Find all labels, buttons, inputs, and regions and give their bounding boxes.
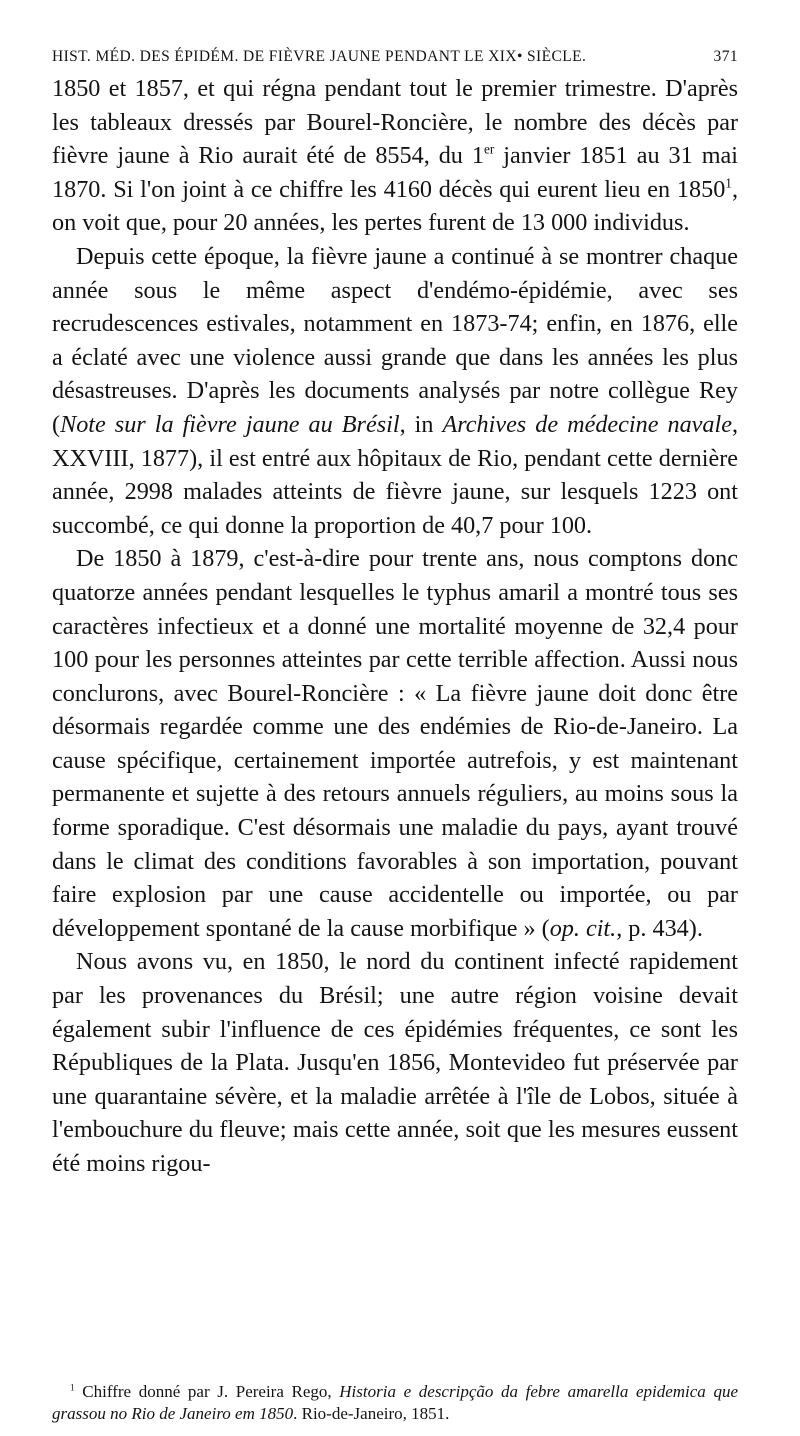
- paragraph-continued: [52, 72, 738, 240]
- text-run: Depuis cette époque, la fièvre jaune a continué à se montrer chaque année sous le même aspect d'endémo-épidémie, avec ses recrudescences estivales, notamment en 1873-74; enfin, en 1876, elle a éclaté avec une violence aussi grande que dans les années les plus désastreuses. D'après les documents analysés par notre collègue Rey (: [52, 242, 738, 438]
- body-text: [52, 72, 738, 1181]
- text-run: Chiffre donné par J. Pereira Rego,: [74, 1382, 340, 1401]
- running-head: [52, 48, 738, 66]
- citation-abbrev: op. cit.: [549, 914, 617, 942]
- text-run: , p. 434).: [616, 914, 703, 942]
- text-run: janvier 1851 au 31 mai 1870. Si l'on joint à ce chiffre les 4160 décès qui eurent lieu en 1850: [52, 142, 738, 203]
- footnote-marker: 1: [70, 1383, 75, 1394]
- text-run: . Rio-de-Janeiro, 1851.: [293, 1404, 450, 1423]
- paragraph-rey-report: [52, 240, 738, 542]
- footnote: [52, 1381, 738, 1425]
- text-run: , on voit que, pour 20 années, les pertes furent de 13 000 individus.: [52, 175, 738, 237]
- text-run: De 1850 à 1879, c'est-à-dire pour trente ans, nous comptons donc quatorze années pendant lesquelles le typhus amaril a montré tous ses caractères infectieux et a donné une mortalité moyenne de 32,4 pour 100 pour les personnes atteintes par cette terrible affection. Aussi nous conclurons, avec Bourel-Roncière : « La fièvre jaune doit donc être désormais regardée comme une des endémies de Rio-de-Janeiro. La cause spécifique, certainement importée autrefois, y est maintenant permanente et sujette à des retours annuels réguliers, au moins sous la forme sporadique. C'est désormais une maladie du pays, ayant trouvé dans le climat des conditions favorables à son importation, pouvant faire explosion par une cause accidentelle ou importée, ou par développement spontané de la cause morbifique » (: [52, 545, 738, 942]
- running-head-title: HIST. MÉD. DES ÉPIDÉM. DE FIÈVRE JAUNE PENDANT LE XIX• SIÈCLE.: [52, 48, 587, 65]
- footnote-source-title: Historia e descripção da febre amarella epidemica que grassou no Rio de Janeiro em 1850: [52, 1382, 738, 1423]
- text-run: , in: [399, 410, 443, 438]
- text-run: 1850 et 1857, et qui régna pendant tout le premier trimestre. D'après les tableaux dressés par Bourel-Roncière, le nombre des décès par fièvre jaune à Rio aurait été de 8554, du 1: [52, 75, 738, 170]
- citation-title: Note sur la fièvre jaune au Brésil: [60, 410, 400, 438]
- paragraph-conclusion: [52, 542, 738, 945]
- paragraph-plata: Nous avons vu, en 1850, le nord du continent infecté rapidement par les provenances du Brésil; une autre région voisine devait également subir l'influence de ces épidémies fréquentes, ce sont les Républiques de la Plata. Jusqu'en 1856, Montevideo fut préservée par une quarantaine sévère, et la maladie arrêtée à l'île de Lobos, située à l'embouchure du fleuve; mais cette année, soit que les mesures eussent été moins rigou-: [52, 948, 738, 1177]
- text-run: , XXVIII, 1877), il est entré aux hôpitaux de Rio, pendant cette dernière année, 2998 malades atteints de fièvre jaune, sur lesquels 1223 ont succombé, ce qui donne la proportion de 40,7 pour 100.: [52, 410, 738, 539]
- footnote-reference: 1: [725, 175, 732, 191]
- journal-title: Archives de médecine navale: [442, 410, 732, 438]
- superscript: er: [483, 141, 495, 157]
- page-number: 371: [713, 48, 738, 65]
